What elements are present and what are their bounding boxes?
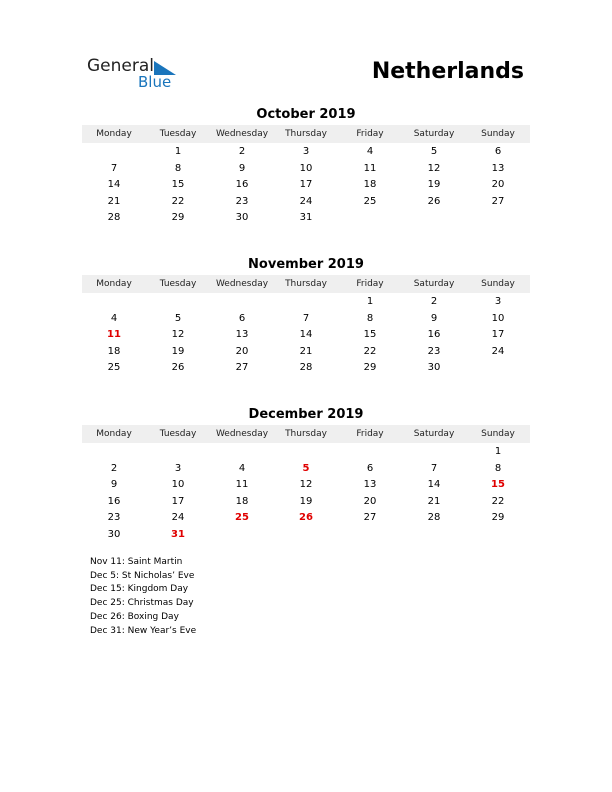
empty-day-cell	[274, 294, 338, 311]
holiday-item: Nov 11: Saint Martin	[90, 557, 183, 567]
day-cell: 1	[174, 146, 182, 157]
day-cell: 18	[107, 345, 121, 357]
day-cell: 20	[235, 345, 249, 357]
weekday-header	[82, 125, 530, 143]
weekday-label: Thursday	[285, 129, 327, 139]
empty-day-cell	[466, 527, 530, 544]
day-cell: 28	[427, 512, 441, 524]
day-cell: 30	[107, 528, 121, 540]
empty-day-cell	[146, 294, 210, 311]
empty-day-cell	[402, 444, 466, 461]
month-title: December 2019	[248, 407, 364, 422]
day-cell: 5	[430, 146, 438, 157]
day-cell: 23	[235, 195, 249, 207]
day-cell: 26	[171, 362, 185, 374]
day-cell: 7	[110, 162, 118, 174]
day-cell: 7	[430, 462, 438, 474]
holiday-item: Dec 26: Boxing Day	[90, 611, 179, 622]
weekday-label: Friday	[356, 129, 384, 139]
day-cell: 14	[107, 179, 121, 191]
day-cell: 27	[491, 195, 505, 207]
day-cell: 11	[107, 329, 121, 341]
day-cell: 17	[171, 495, 185, 507]
day-cell: 16	[107, 495, 121, 507]
day-cell: 14	[299, 329, 313, 341]
empty-day-cell	[210, 527, 274, 544]
empty-day-cell	[338, 527, 402, 544]
empty-day-cell	[82, 294, 146, 311]
weekday-label: Saturday	[413, 279, 455, 289]
day-cell: 5	[174, 312, 182, 324]
weekday-label: Sunday	[481, 129, 515, 139]
day-cell: 2	[238, 146, 246, 157]
day-cell: 18	[363, 179, 377, 191]
day-cell: 1	[366, 296, 374, 307]
month-title: November 2019	[248, 257, 364, 272]
day-cell: 17	[299, 179, 313, 191]
empty-day-cell	[274, 527, 338, 544]
holiday-list	[90, 556, 196, 638]
weekday-label: Saturday	[413, 129, 455, 139]
day-cell: 19	[427, 179, 441, 191]
day-cell: 14	[427, 479, 441, 491]
day-cell: 19	[171, 345, 185, 357]
day-cell: 28	[299, 362, 313, 374]
weekday-label: Saturday	[413, 429, 455, 439]
day-cell: 8	[366, 312, 374, 324]
day-cell: 26	[299, 512, 313, 524]
logo	[87, 56, 197, 92]
day-cell: 23	[107, 512, 121, 524]
day-cell: 22	[491, 495, 505, 507]
empty-day-cell	[274, 444, 338, 461]
day-cell: 16	[235, 179, 249, 191]
weekday-label: Monday	[96, 429, 132, 439]
weekday-label: Sunday	[481, 429, 515, 439]
day-cell: 30	[235, 212, 249, 224]
month-december	[82, 406, 530, 544]
day-cell: 25	[235, 512, 249, 524]
empty-day-cell	[82, 444, 146, 461]
day-cell: 18	[235, 495, 249, 507]
day-cell: 27	[235, 362, 249, 374]
day-cell: 28	[107, 212, 121, 224]
day-cell: 3	[174, 462, 182, 474]
day-cell: 10	[491, 312, 505, 324]
day-cell: 20	[363, 495, 377, 507]
day-cell: 2	[110, 462, 118, 474]
day-cell: 5	[302, 462, 310, 474]
weekday-label: Tuesday	[159, 279, 197, 289]
weekday-label: Sunday	[481, 279, 515, 289]
day-cell: 3	[302, 146, 310, 157]
empty-day-cell	[146, 444, 210, 461]
day-cell: 17	[491, 329, 505, 341]
day-cell: 6	[494, 146, 502, 157]
logo-general-text: General	[87, 56, 154, 76]
day-cell: 13	[363, 479, 377, 491]
holiday-item: Dec 31: New Year’s Eve	[90, 625, 197, 636]
day-cell: 22	[363, 345, 377, 357]
month-november	[82, 256, 530, 377]
weekday-label: Wednesday	[215, 429, 269, 439]
day-cell: 21	[107, 195, 121, 207]
day-cell: 9	[238, 162, 246, 174]
day-cell: 12	[171, 329, 185, 341]
weekday-label: Monday	[96, 129, 132, 139]
day-cell: 26	[427, 195, 441, 207]
day-cell: 2	[430, 296, 438, 307]
weekday-label: Monday	[96, 279, 132, 289]
day-cell: 24	[491, 345, 505, 357]
weekday-label: Friday	[356, 279, 384, 289]
day-cell: 13	[491, 162, 505, 174]
day-cell: 1	[494, 446, 502, 457]
day-cell: 10	[299, 162, 313, 174]
day-cell: 8	[494, 462, 502, 474]
holiday-item: Dec 5: St Nicholas’ Eve	[90, 570, 195, 581]
empty-day-cell	[402, 527, 466, 544]
holiday-item: Dec 25: Christmas Day	[90, 598, 194, 609]
weekday-label: Wednesday	[215, 279, 269, 289]
day-cell: 29	[363, 362, 377, 374]
holiday-item: Dec 15: Kingdom Day	[90, 584, 189, 595]
day-cell: 16	[427, 329, 441, 341]
day-cell: 9	[430, 312, 438, 324]
day-cell: 8	[174, 162, 182, 174]
weekday-label: Thursday	[285, 429, 327, 439]
days-grid	[82, 294, 530, 377]
day-cell: 31	[171, 528, 185, 540]
empty-day-cell	[338, 444, 402, 461]
empty-day-cell	[466, 210, 530, 227]
day-cell: 19	[299, 495, 313, 507]
weekday-label: Tuesday	[159, 129, 197, 139]
day-cell: 4	[110, 312, 118, 324]
empty-day-cell	[466, 360, 530, 377]
day-cell: 29	[171, 212, 185, 224]
day-cell: 4	[366, 146, 374, 157]
day-cell: 29	[491, 512, 505, 524]
day-cell: 21	[427, 495, 441, 507]
weekday-label: Friday	[356, 429, 384, 439]
day-cell: 11	[235, 479, 249, 491]
day-cell: 7	[302, 312, 310, 324]
country-title: Netherlands	[371, 59, 524, 84]
day-cell: 24	[299, 195, 313, 207]
weekday-label: Tuesday	[159, 429, 197, 439]
day-cell: 4	[238, 462, 246, 474]
day-cell: 21	[299, 345, 313, 357]
day-cell: 22	[171, 195, 185, 207]
weekday-header	[82, 275, 530, 293]
empty-day-cell	[210, 444, 274, 461]
day-cell: 30	[427, 362, 441, 374]
day-cell: 23	[427, 345, 441, 357]
day-cell: 25	[363, 195, 377, 207]
day-cell: 13	[235, 329, 249, 341]
day-cell: 10	[171, 479, 185, 491]
day-cell: 15	[171, 179, 185, 191]
empty-day-cell	[338, 210, 402, 227]
day-cell: 6	[366, 462, 374, 474]
month-title: October 2019	[256, 107, 356, 122]
day-cell: 27	[363, 512, 377, 524]
day-cell: 3	[494, 296, 502, 307]
day-cell: 24	[171, 512, 185, 524]
day-cell: 25	[107, 362, 121, 374]
day-cell: 9	[110, 479, 118, 491]
day-cell: 12	[299, 479, 313, 491]
day-cell: 31	[299, 212, 313, 224]
days-grid	[82, 444, 530, 544]
empty-day-cell	[82, 144, 146, 161]
day-cell: 15	[363, 329, 377, 341]
weekday-label: Wednesday	[215, 129, 269, 139]
day-cell: 20	[491, 179, 505, 191]
weekday-header	[82, 425, 530, 443]
days-grid	[82, 144, 530, 227]
empty-day-cell	[210, 294, 274, 311]
day-cell: 11	[363, 162, 377, 174]
logo-blue-text: Blue	[138, 73, 172, 91]
day-cell: 6	[238, 312, 246, 324]
empty-day-cell	[402, 210, 466, 227]
day-cell: 12	[427, 162, 441, 174]
day-cell: 15	[491, 479, 505, 491]
weekday-label: Thursday	[285, 279, 327, 289]
month-october	[82, 106, 530, 227]
